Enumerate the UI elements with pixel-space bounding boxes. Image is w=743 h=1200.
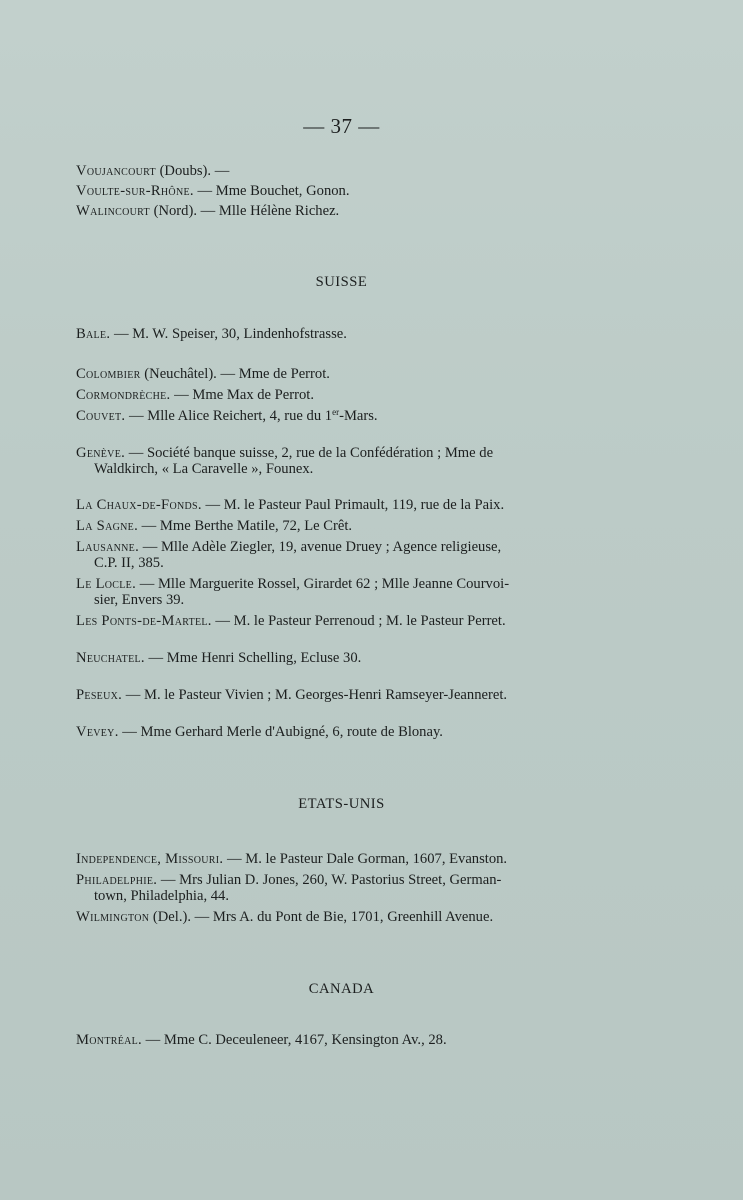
- entry-continuation: sier, Envers 39.: [94, 592, 185, 608]
- superscript: er: [332, 407, 340, 417]
- place-name: Montréal.: [76, 1032, 142, 1048]
- entry-text: (Del.). — Mrs A. du Pont de Bie, 1701, Greenhill Avenue.: [149, 909, 494, 925]
- entry-text: — Mme Berthe Matile, 72, Le Crêt.: [138, 518, 353, 534]
- entry-text: — Mlle Marguerite Rossel, Girardet 62 ; Mlle Jeanne Courvoi-: [136, 576, 510, 592]
- entry-text: — Mme Max de Perrot.: [170, 387, 314, 403]
- place-name: La Sagne.: [76, 518, 139, 534]
- entry-text: — M. le Pasteur Paul Primault, 119, rue de la Paix.: [201, 497, 505, 513]
- entry-text-tail: -Mars.: [339, 408, 378, 424]
- entry-text: — M. W. Speiser, 30, Lindenhofstrasse.: [110, 326, 347, 342]
- place-name: Neuchatel.: [76, 650, 145, 666]
- entry-text: — Mme Bouchet, Gonon.: [193, 183, 350, 199]
- place-name: Bale.: [76, 326, 111, 342]
- place-name: Colombier: [76, 366, 141, 382]
- entry-couvet: [76, 408, 608, 424]
- place-name: Walincourt: [76, 203, 150, 219]
- entry-continuation: Waldkirch, « La Caravelle », Founex.: [94, 461, 314, 477]
- entry-independence: [76, 851, 608, 867]
- place-name: Cormondrèche.: [76, 387, 171, 403]
- section-heading-etats-unis: ETATS-UNIS: [298, 796, 385, 812]
- place-name: Peseux.: [76, 687, 123, 703]
- entry-cormondreche: [76, 387, 608, 403]
- entry-lausanne: [76, 539, 608, 571]
- place-name: Vevey.: [76, 724, 119, 740]
- place-name: Voujancourt: [76, 163, 156, 179]
- entry-peseux: [76, 687, 608, 703]
- entry-neuchatel: [76, 650, 608, 666]
- entry-wilmington: [76, 909, 608, 925]
- place-name: Le Locle.: [76, 576, 137, 592]
- entry-bale: [76, 326, 608, 342]
- place-name: Les Ponts-de-Martel.: [76, 613, 212, 629]
- entry-text: — Mme C. Deceuleneer, 4167, Kensington Av., 28.: [142, 1032, 447, 1048]
- entry-voujancourt: [76, 163, 608, 179]
- entry-text: — Société banque suisse, 2, rue de la Confédération ; Mme de: [125, 445, 494, 461]
- entry-text: — Mlle Adèle Ziegler, 19, avenue Druey ; Agence religieuse,: [139, 539, 502, 555]
- entry-la-chaux-de-fonds: [76, 497, 608, 513]
- place-name: Wilmington: [76, 909, 150, 925]
- entry-colombier: [76, 366, 608, 382]
- entry-text: — M. le Pasteur Dale Gorman, 1607, Evanston.: [223, 851, 508, 867]
- entry-text: (Neuchâtel). — Mme de Perrot.: [140, 366, 330, 382]
- place-name: Lausanne.: [76, 539, 140, 555]
- place-name: La Chaux-de-Fonds.: [76, 497, 202, 513]
- entry-text: — M. le Pasteur Perrenoud ; M. le Pasteur Perret.: [211, 613, 506, 629]
- place-name: Couvet.: [76, 408, 126, 424]
- place-name: Independence, Missouri.: [76, 851, 224, 867]
- entry-geneve: [76, 445, 608, 477]
- entry-vevey: [76, 724, 608, 740]
- entry-text: — Mrs Julian D. Jones, 260, W. Pastorius Street, German-: [157, 872, 502, 888]
- entry-text: (Nord). — Mlle Hélène Richez.: [149, 203, 340, 219]
- place-name: Genève.: [76, 445, 126, 461]
- entry-text: — M. le Pasteur Vivien ; M. Georges-Henri Ramseyer-Jeanneret.: [122, 687, 508, 703]
- entry-text: (Doubs). —: [155, 163, 230, 179]
- entry-continuation: town, Philadelphia, 44.: [94, 888, 229, 904]
- entry-text: — Mlle Alice Reichert, 4, rue du 1: [125, 408, 333, 424]
- entry-continuation: C.P. II, 385.: [94, 555, 164, 571]
- entry-la-sagne: [76, 518, 608, 534]
- entry-montreal: [76, 1032, 608, 1048]
- place-name: Voulte-sur-Rhône.: [76, 183, 194, 199]
- page-number: — 37 —: [303, 114, 380, 138]
- entry-voulte-sur-rhone: [76, 183, 608, 199]
- entry-philadelphie: [76, 872, 608, 904]
- entry-les-ponts-de-martel: [76, 613, 608, 629]
- section-heading-suisse: SUISSE: [315, 274, 368, 290]
- entry-text: — Mme Gerhard Merle d'Aubigné, 6, route de Blonay.: [118, 724, 443, 740]
- entry-le-locle: [76, 576, 608, 608]
- entry-text: — Mme Henri Schelling, Ecluse 30.: [144, 650, 362, 666]
- place-name: Philadelphie.: [76, 872, 158, 888]
- section-heading-canada: CANADA: [308, 981, 375, 997]
- entry-walincourt: [76, 203, 608, 219]
